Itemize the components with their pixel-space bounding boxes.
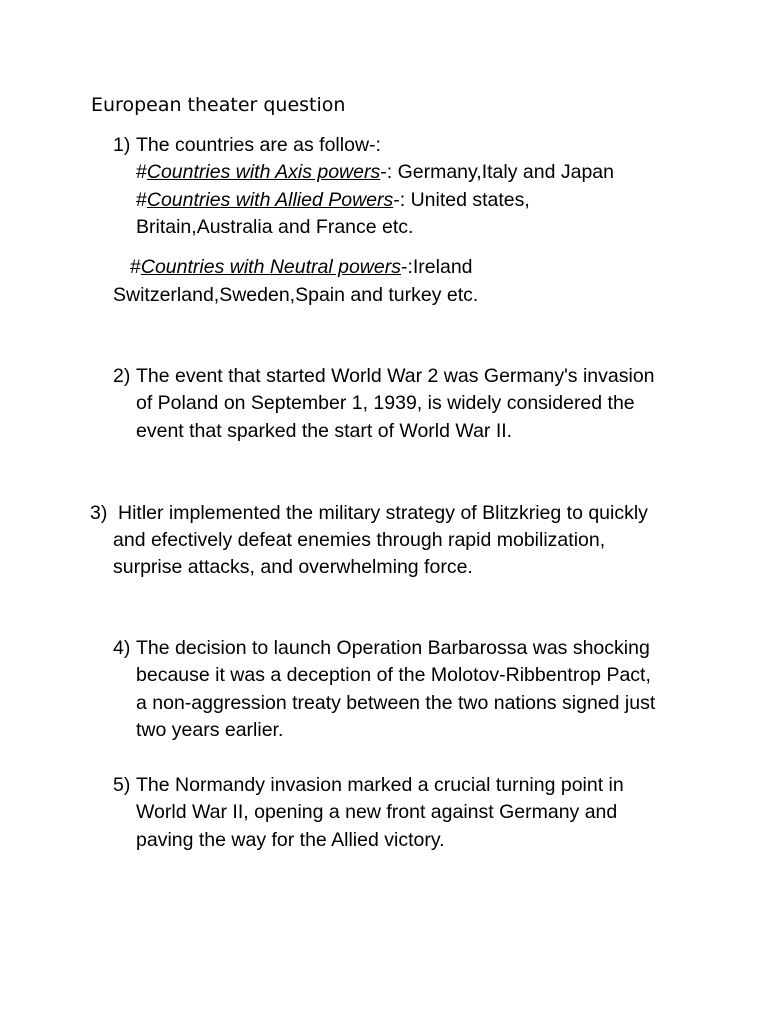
neutral-powers-label: Countries with Neutral powers (140, 256, 401, 278)
answer-3-line: Hitler implemented the military strategy of Blitzkrieg to quickly (118, 502, 648, 524)
answer-2-line: The event that started World War 2 was Germany's invasion (136, 365, 655, 387)
answer-4-line: two years earlier. (136, 719, 284, 741)
axis-hash: # (136, 161, 147, 183)
allied-hash: # (136, 189, 147, 211)
answer-4-line: a non-aggression treaty between the two nations signed just (136, 692, 656, 714)
answer-4-line: because it was a deception of the Molotov-Ribbentrop Pact, (136, 664, 651, 686)
allied-powers-line (136, 189, 530, 212)
answer-5-number: 5) (113, 774, 131, 796)
allied-powers-label: Countries with Allied Powers (146, 189, 394, 211)
allied-powers-text-2: Britain,Australia and France etc. (136, 216, 414, 238)
answer-4-number: 4) (113, 637, 131, 659)
answer-1-number: 1) (113, 134, 131, 156)
answer-3-number: 3) (90, 502, 108, 524)
answer-5-line: World War II, opening a new front against Germany and (136, 801, 618, 823)
axis-powers-line (136, 161, 614, 184)
answer-2-line: event that sparked the start of World War II. (136, 420, 513, 442)
neutral-powers-text-2: Switzerland,Sweden,Spain and turkey etc. (113, 284, 479, 306)
answer-2-number: 2) (113, 365, 131, 387)
neutral-hash: # (130, 256, 141, 278)
axis-powers-text: -: Germany,Italy and Japan (380, 161, 614, 183)
answer-5-line: paving the way for the Allied victory. (136, 829, 445, 851)
answer-4-line: The decision to launch Operation Barbarossa was shocking (136, 637, 650, 659)
answer-1-intro: The countries are as follow-: (136, 134, 381, 156)
answer-2-line: of Poland on September 1, 1939, is widely considered the (136, 392, 635, 414)
neutral-powers-line (130, 256, 473, 279)
axis-powers-label: Countries with Axis powers (146, 161, 381, 183)
neutral-powers-text: -:Ireland (400, 256, 473, 278)
answer-3-line: surprise attacks, and overwhelming force. (113, 556, 473, 578)
answer-5-line: The Normandy invasion marked a crucial turning point in (136, 774, 624, 796)
answer-3-line: and efectively defeat enemies through rapid mobilization, (113, 529, 606, 551)
document-title: European theater question (91, 94, 346, 116)
allied-powers-text: -: United states, (393, 189, 530, 211)
